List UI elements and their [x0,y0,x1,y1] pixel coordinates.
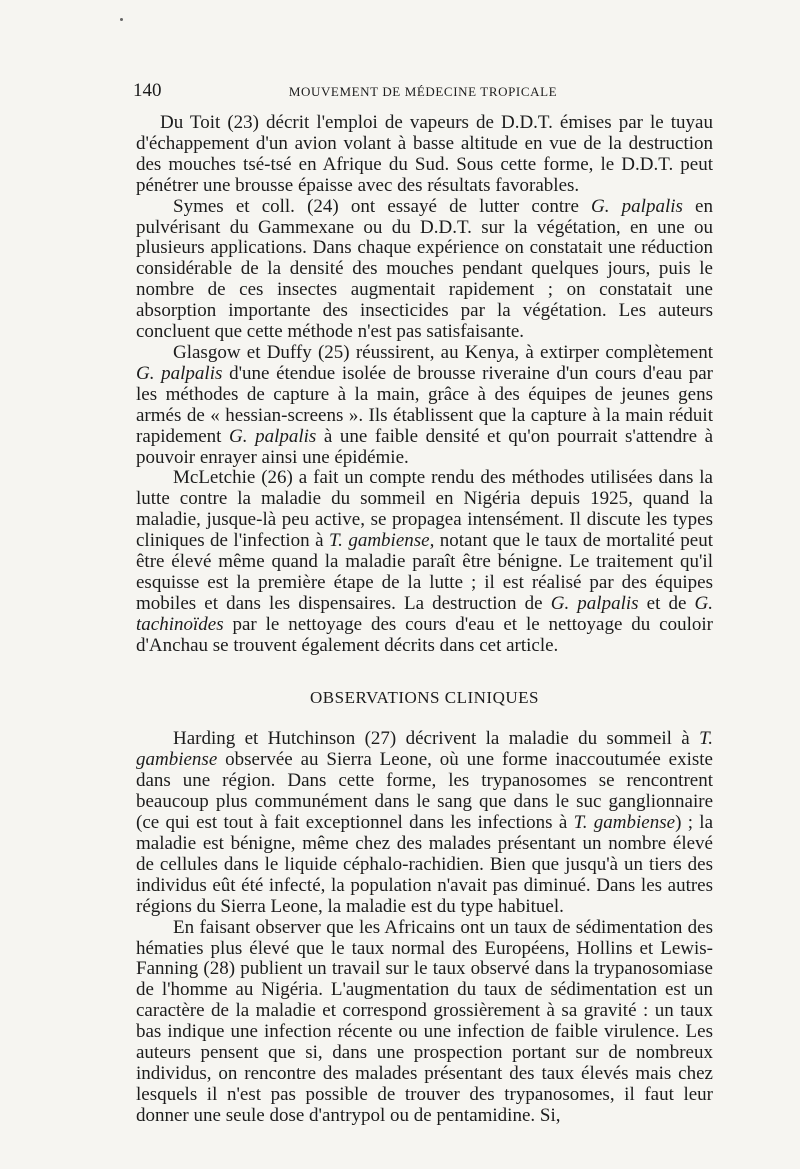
page-header [133,80,713,104]
species-name: G. palpalis [550,592,639,614]
species-name: G. palpalis [229,425,317,447]
page-number: 140 [133,80,162,101]
text-run: Harding et Hutchinson (27) décrivent la maladie du sommeil à [173,728,700,750]
paragraph [136,343,713,468]
paragraph [136,729,713,917]
species-name: G. tachinoïdes [136,592,713,635]
text-run: et de [638,592,695,614]
paragraph [136,468,713,656]
paragraph [136,197,713,343]
text-run: En faisant observer que les Africains ont un taux de sédimentation des hématies plus élevé que le taux normal des Européens, Hollins et Lewis-Fanning (28) publient un travail sur le taux observé dans la trypanosomiase de l'homme au Nigéria. L'augmentation du taux de sédimentation est un caractère de la maladie et correspond grossièrement à sa gravité : un taux bas indique une infection récente ou une infection de faible virulence. Les auteurs pensent que si, dans une prospection portant sur de nombreux individus, on rencontre des malades présentant des taux élevés mais chez lesquels il n'est pas possible de trouver des trypanosomes, il faut leur donner une seule dose d'antrypol ou de pentamidine. Si, [136,916,713,1126]
species-name: G. palpalis [136,362,223,384]
text-run: Glasgow et Duffy (25) réussirent, au Kenya, à extirper complètement [173,341,713,363]
text-run: à une faible densité et qu'on pourrait s'attendre à pouvoir enrayer ainsi une épidémie. [136,425,713,468]
paragraphs-before [136,113,713,657]
text-run: d'une étendue isolée de brousse riveraine d'un cours d'eau par les méthodes de capture à la main, grâce à des équipes de jeunes gens armés de « hessian-screens ». Ils établissent que la capture à la main réduit rapidement [136,362,714,447]
text-run: Symes et coll. (24) ont essayé de lutter contre [173,195,592,217]
text-run: en pulvérisant du Gammexane ou du D.D.T. sur la végétation, en une ou plusieurs applications. Dans chaque expérience on constatait une réduction considérable de la densité des mouches pendant quelques jours, puis le nombre de ces insectes augmentait rapidement ; on constatait une absorption importante des insecticides par la végétation. Les auteurs concluent que cette méthode n'est pas satisfaisante. [136,195,713,343]
text-run: par le nettoyage des cours d'eau et le nettoyage du couloir d'Anchau se trouvent également décrits dans cet article. [136,613,713,656]
paragraph [136,113,713,197]
text-run: notant que le taux de mortalité peut être élevé même quand la maladie paraît être bénigne. Le traitement qu'il esquisse est la première étape de la lutte ; il est réalisé par des équipes mobiles et dans les dispensaires. La destruction de [136,530,713,614]
paragraphs-after [136,729,713,1126]
page-body [136,113,713,1127]
text-run: ) ; la maladie est bénigne, même chez des malades présentant un nombre élevé de cellules dans le liquide céphalo-rachidien. Bien que jusqu'à un tiers des individus eût été infecté, la population n'avait pas diminué. Dans les autres régions du Sierra Leone, la maladie est du type habituel. [136,812,714,917]
print-speck [120,18,123,21]
paragraph [136,918,713,1127]
species-name: G. palpalis [591,195,683,217]
text-run: observée au Sierra Leone, où une forme inaccoutumée existe dans une région. Dans cette forme, les trypanosomes se rencontrent beaucoup plus communément dans le sang que dans le suc ganglionnaire (ce qui est tout à fait exceptionnel dans les infections à [136,749,713,834]
running-head: MOUVEMENT DE MÉDECINE TROPICALE [288,84,558,99]
section-title: OBSERVATIONS CLINIQUES [310,687,539,707]
species-name: T. gambiense [136,728,713,771]
text-run: McLetchie (26) a fait un compte rendu des méthodes utilisées dans la lutte contre la maladie du sommeil en Nigéria depuis 1925, quand la maladie, jusque-là peu active, se propagea intensément. Il discute les types cliniques de l'infection à [136,467,713,552]
species-name: T. gambiense, [328,530,435,552]
text-run: Du Toit (23) décrit l'emploi de vapeurs de D.D.T. émises par le tuyau d'échappement d'un avion volant à basse altitude en vue de la destruction des mouches tsé-tsé en Afrique du Sud. Sous cette forme, le D.D.T. peut pénétrer une brousse épaisse avec des résultats favorables. [136,112,713,196]
species-name: T. gambiense [573,812,676,834]
